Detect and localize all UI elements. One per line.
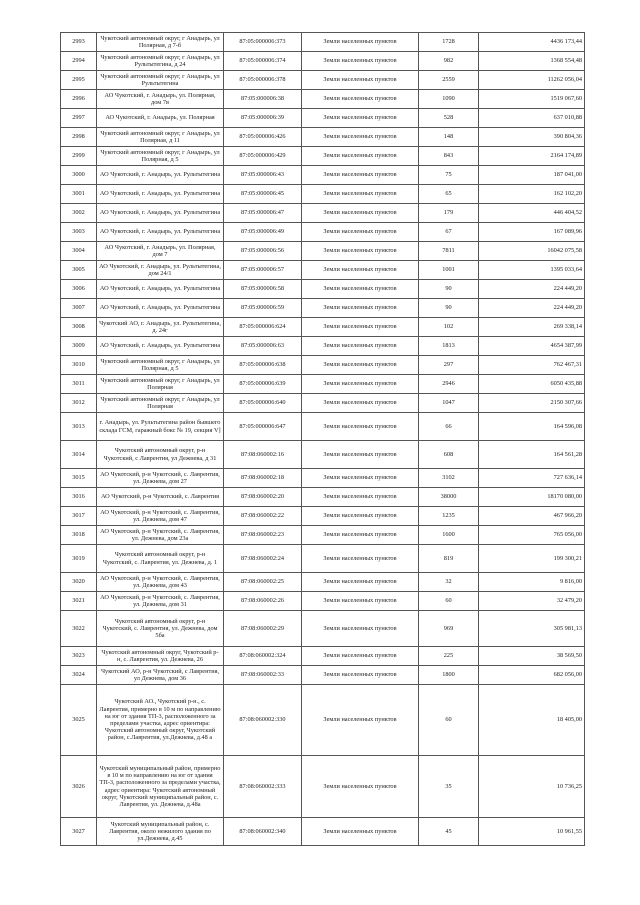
table-row [61, 337, 585, 356]
cadastral-value-cell: 199 300,21 [479, 545, 585, 573]
area-cell: 179 [419, 204, 479, 223]
cadastral-value-cell: 32 479,20 [479, 592, 585, 611]
cadastral-value-cell: 762 467,31 [479, 356, 585, 375]
table-row [61, 109, 585, 128]
row-number-cell: 3023 [61, 647, 97, 666]
cadastral-number-cell: 87:08:060002:324 [224, 647, 302, 666]
address-cell: Чукотский автономный округ, г Анадырь, ул Рультытегина, д 24 [97, 52, 224, 71]
land-category-cell: Земли населенных пунктов [302, 469, 419, 488]
cadastral-value-cell: 18 405,00 [479, 685, 585, 756]
address-cell: АО Чукотский, р-н Чукотский, с. Лаврентия, ул. Дежнева, дом 31 [97, 592, 224, 611]
table-row [61, 318, 585, 337]
land-category-cell: Земли населенных пунктов [302, 71, 419, 90]
address-cell: АО Чукотский, р-н Чукотский, с. Лаврентия, ул. Дежнева, дом 43 [97, 573, 224, 592]
cadastral-number-cell: 87:05:000006:43 [224, 166, 302, 185]
cadastral-number-cell: 87:08:060002:330 [224, 685, 302, 756]
land-category-cell: Земли населенных пунктов [302, 109, 419, 128]
land-category-cell: Земли населенных пунктов [302, 413, 419, 441]
address-cell: АО Чукотский, р-н Чукотский, с. Лаврентия, ул. Дежнева, дом 23а [97, 526, 224, 545]
area-cell: 90 [419, 299, 479, 318]
row-number-cell: 3000 [61, 166, 97, 185]
row-number-cell: 3020 [61, 573, 97, 592]
table-row [61, 90, 585, 109]
area-cell: 1235 [419, 507, 479, 526]
address-cell: Чукотский автономный округ, р-н Чукотский, с. Лаврентия, ул. Дежнева, дом 5ба [97, 611, 224, 647]
land-category-cell: Земли населенных пунктов [302, 507, 419, 526]
area-cell: 1047 [419, 394, 479, 413]
address-cell: АО Чукотский, г. Анадырь, ул. Рультытегина [97, 223, 224, 242]
table-row [61, 204, 585, 223]
area-cell: 2946 [419, 375, 479, 394]
cadastral-number-cell: 87:08:060002:24 [224, 545, 302, 573]
address-cell: Чукотский автономный округ, Чукотский р-н, с. Лаврентия, ул. Дежнева, 26 [97, 647, 224, 666]
cadastral-number-cell: 87:05:000006:373 [224, 33, 302, 52]
area-cell: 1090 [419, 90, 479, 109]
table-row [61, 147, 585, 166]
address-cell: АО Чукотский, г. Анадырь, ул. Полярная [97, 109, 224, 128]
land-category-cell: Земли населенных пунктов [302, 592, 419, 611]
cadastral-value-cell: 162 102,20 [479, 185, 585, 204]
area-cell: 3102 [419, 469, 479, 488]
cadastral-number-cell: 87:05:000006:57 [224, 261, 302, 280]
table-row [61, 507, 585, 526]
cadastral-value-cell: 727 636,14 [479, 469, 585, 488]
cadastral-value-cell: 167 089,96 [479, 223, 585, 242]
cadastral-value-cell: 16042 075,58 [479, 242, 585, 261]
cadastral-number-cell: 87:05:000006:426 [224, 128, 302, 147]
table-row [61, 469, 585, 488]
table-row [61, 818, 585, 846]
cadastral-value-cell: 305 981,13 [479, 611, 585, 647]
cadastral-number-cell: 87:08:060002:20 [224, 488, 302, 507]
cadastral-number-cell: 87:08:060002:22 [224, 507, 302, 526]
land-category-cell: Земли населенных пунктов [302, 242, 419, 261]
land-category-cell: Земли населенных пунктов [302, 52, 419, 71]
cadastral-value-cell: 10 961,55 [479, 818, 585, 846]
row-number-cell: 2995 [61, 71, 97, 90]
address-cell: Чукотский автономный округ, г Анадырь, ул Полярная [97, 375, 224, 394]
table-row [61, 647, 585, 666]
land-category-cell: Земли населенных пунктов [302, 666, 419, 685]
table-row [61, 52, 585, 71]
address-cell: АО Чукотский, р-н Чукотский, с. Лаврентия, ул. Дежнева, дом 27 [97, 469, 224, 488]
area-cell: 982 [419, 52, 479, 71]
address-cell: Чукотский АО, р-н Чукотский, с Лаврентия, ул Дежнева, дом 36 [97, 666, 224, 685]
cadastral-number-cell: 87:08:060002:33 [224, 666, 302, 685]
area-cell: 38000 [419, 488, 479, 507]
address-cell: АО Чукотский, г. Анадырь, ул. Рультытегина [97, 166, 224, 185]
address-cell: АО Чукотский, г. Анадырь, ул. Полярная, дом 7 [97, 242, 224, 261]
cadastral-value-cell: 6050 435,88 [479, 375, 585, 394]
row-number-cell: 3027 [61, 818, 97, 846]
cadastral-number-cell: 87:08:060002:26 [224, 592, 302, 611]
address-cell: Чукотский автономный округ, г Анадырь, ул Полярная, д 5 [97, 147, 224, 166]
area-cell: 65 [419, 185, 479, 204]
address-cell: Чукотский автономный округ, г Анадырь, ул Рультытегина [97, 71, 224, 90]
area-cell: 1600 [419, 526, 479, 545]
row-number-cell: 3008 [61, 318, 97, 337]
row-number-cell: 2993 [61, 33, 97, 52]
land-category-cell: Земли населенных пунктов [302, 223, 419, 242]
row-number-cell: 3026 [61, 756, 97, 818]
cadastral-number-cell: 87:05:000006:47 [224, 204, 302, 223]
cadastral-number-cell: 87:05:000006:63 [224, 337, 302, 356]
land-category-cell: Земли населенных пунктов [302, 441, 419, 469]
row-number-cell: 3021 [61, 592, 97, 611]
land-category-cell: Земли населенных пунктов [302, 756, 419, 818]
row-number-cell: 3024 [61, 666, 97, 685]
land-category-cell: Земли населенных пунктов [302, 166, 419, 185]
land-category-cell: Земли населенных пунктов [302, 299, 419, 318]
row-number-cell: 3007 [61, 299, 97, 318]
area-cell: 1728 [419, 33, 479, 52]
land-category-cell: Земли населенных пунктов [302, 90, 419, 109]
row-number-cell: 3012 [61, 394, 97, 413]
row-number-cell: 3005 [61, 261, 97, 280]
cadastral-value-cell: 187 041,00 [479, 166, 585, 185]
table-row [61, 299, 585, 318]
land-registry-table [60, 32, 585, 846]
land-category-cell: Земли населенных пунктов [302, 611, 419, 647]
row-number-cell: 2996 [61, 90, 97, 109]
area-cell: 102 [419, 318, 479, 337]
table-row [61, 666, 585, 685]
table-row [61, 441, 585, 469]
row-number-cell: 2994 [61, 52, 97, 71]
address-cell: Чукотский автономный округ, г Анадырь, ул Полярная, д 5 [97, 356, 224, 375]
cadastral-number-cell: 87:08:060002:16 [224, 441, 302, 469]
land-category-cell: Земли населенных пунктов [302, 375, 419, 394]
cadastral-value-cell: 2150 307,66 [479, 394, 585, 413]
row-number-cell: 3014 [61, 441, 97, 469]
address-cell: АО Чукотский, г. Анадырь, ул. Рультытегина [97, 185, 224, 204]
address-cell: АО Чукотский, г. Анадырь, ул. Рультытегина [97, 280, 224, 299]
row-number-cell: 2999 [61, 147, 97, 166]
address-cell: АО Чукотский, р-н Чукотский, с. Лаврентия, ул. Дежнева, дом 47 [97, 507, 224, 526]
cadastral-value-cell: 2164 174,89 [479, 147, 585, 166]
cadastral-number-cell: 87:05:000006:429 [224, 147, 302, 166]
row-number-cell: 3006 [61, 280, 97, 299]
table-row [61, 356, 585, 375]
table-row [61, 685, 585, 756]
land-category-cell: Земли населенных пунктов [302, 818, 419, 846]
land-category-cell: Земли населенных пунктов [302, 261, 419, 280]
row-number-cell: 3010 [61, 356, 97, 375]
cadastral-number-cell: 87:05:000006:640 [224, 394, 302, 413]
registry-table-body [61, 33, 585, 846]
land-category-cell: Земли населенных пунктов [302, 337, 419, 356]
address-cell: Чукотский автономный округ, г Анадырь, ул Полярная, д 7-б [97, 33, 224, 52]
area-cell: 67 [419, 223, 479, 242]
address-cell: АО Чукотский, г. Анадырь, ул. Рультытегина [97, 204, 224, 223]
row-number-cell: 3018 [61, 526, 97, 545]
table-row [61, 223, 585, 242]
area-cell: 1800 [419, 666, 479, 685]
table-row [61, 242, 585, 261]
address-cell: Чукотский АО., Чукотский р-н., с. Лаврентия, примерно в 10 м по направлению на юг от здания ТП-3, расположенного за пределами участка, адрес ориентира: Чукотский автономный округ, Чукотский район, с.Лаврентия, ул.Дежнева, д.48 а [97, 685, 224, 756]
cadastral-value-cell: 10 736,25 [479, 756, 585, 818]
cadastral-value-cell: 682 056,00 [479, 666, 585, 685]
address-cell: Чукотский автономный округ, р-н Чукотский, с Лаврентия, ул Дежнева, д 31 [97, 441, 224, 469]
cadastral-value-cell: 18170 080,00 [479, 488, 585, 507]
area-cell: 2559 [419, 71, 479, 90]
cadastral-value-cell: 4654 387,99 [479, 337, 585, 356]
cadastral-number-cell: 87:05:000006:45 [224, 185, 302, 204]
cadastral-number-cell: 87:08:060002:333 [224, 756, 302, 818]
row-number-cell: 3013 [61, 413, 97, 441]
land-category-cell: Земли населенных пунктов [302, 280, 419, 299]
table-row [61, 185, 585, 204]
row-number-cell: 3022 [61, 611, 97, 647]
table-row [61, 71, 585, 90]
area-cell: 7811 [419, 242, 479, 261]
table-row [61, 394, 585, 413]
cadastral-value-cell: 224 449,20 [479, 280, 585, 299]
area-cell: 297 [419, 356, 479, 375]
row-number-cell: 3017 [61, 507, 97, 526]
cadastral-value-cell: 765 056,00 [479, 526, 585, 545]
area-cell: 148 [419, 128, 479, 147]
address-cell: Чукотский автономный округ, г Анадырь, ул Полярная [97, 394, 224, 413]
land-category-cell: Земли населенных пунктов [302, 488, 419, 507]
cadastral-value-cell: 11262 056,04 [479, 71, 585, 90]
address-cell: АО Чукотский, г. Анадырь, ул. Рультытегина [97, 299, 224, 318]
cadastral-number-cell: 87:05:000006:56 [224, 242, 302, 261]
cadastral-value-cell: 4436 173,44 [479, 33, 585, 52]
address-cell: Чукотский автономный округ, г Анадырь, ул Полярная, д 11 [97, 128, 224, 147]
area-cell: 225 [419, 647, 479, 666]
cadastral-number-cell: 87:08:060002:18 [224, 469, 302, 488]
row-number-cell: 2997 [61, 109, 97, 128]
land-category-cell: Земли населенных пунктов [302, 147, 419, 166]
area-cell: 819 [419, 545, 479, 573]
cadastral-number-cell: 87:08:060002:340 [224, 818, 302, 846]
area-cell: 32 [419, 573, 479, 592]
table-row [61, 280, 585, 299]
land-category-cell: Земли населенных пунктов [302, 318, 419, 337]
area-cell: 90 [419, 280, 479, 299]
area-cell: 60 [419, 685, 479, 756]
table-row [61, 526, 585, 545]
land-category-cell: Земли населенных пунктов [302, 394, 419, 413]
table-row [61, 128, 585, 147]
row-number-cell: 3002 [61, 204, 97, 223]
land-category-cell: Земли населенных пунктов [302, 545, 419, 573]
area-cell: 35 [419, 756, 479, 818]
table-row [61, 488, 585, 507]
address-cell: г. Анадырь, ул. Рультытегина район бывшего склада ГСМ, гаражный бокс № 19, секция V] [97, 413, 224, 441]
row-number-cell: 3009 [61, 337, 97, 356]
land-category-cell: Земли населенных пунктов [302, 685, 419, 756]
cadastral-value-cell: 1368 554,48 [479, 52, 585, 71]
area-cell: 969 [419, 611, 479, 647]
cadastral-value-cell: 164 561,28 [479, 441, 585, 469]
row-number-cell: 3001 [61, 185, 97, 204]
cadastral-value-cell: 164 596,08 [479, 413, 585, 441]
land-category-cell: Земли населенных пунктов [302, 185, 419, 204]
address-cell: Чукотский муниципальный район, с. Лаврентия, около нежилого здания по ул.Дежнева, д.45 [97, 818, 224, 846]
cadastral-value-cell: 38 569,50 [479, 647, 585, 666]
address-cell: АО Чукотский, г. Анадырь, ул. Рультытегина, дом 24/1 [97, 261, 224, 280]
cadastral-number-cell: 87:05:000006:638 [224, 356, 302, 375]
cadastral-number-cell: 87:05:000006:49 [224, 223, 302, 242]
cadastral-number-cell: 87:08:060002:25 [224, 573, 302, 592]
area-cell: 1001 [419, 261, 479, 280]
cadastral-number-cell: 87:05:000006:58 [224, 280, 302, 299]
table-row [61, 573, 585, 592]
table-row [61, 545, 585, 573]
cadastral-value-cell: 224 449,20 [479, 299, 585, 318]
table-row [61, 592, 585, 611]
cadastral-value-cell: 9 816,00 [479, 573, 585, 592]
row-number-cell: 2998 [61, 128, 97, 147]
area-cell: 45 [419, 818, 479, 846]
cadastral-number-cell: 87:05:000006:59 [224, 299, 302, 318]
table-row [61, 756, 585, 818]
cadastral-value-cell: 446 404,52 [479, 204, 585, 223]
address-cell: АО Чукотский, г. Анадырь, ул. Рультытегина [97, 337, 224, 356]
address-cell: АО Чукотский, г. Анадырь, ул. Полярная, дом 7в [97, 90, 224, 109]
address-cell: АО Чукотский, р-н Чукотский, с. Лаврентия [97, 488, 224, 507]
address-cell: Чукотский муниципальный район, примерно в 10 м по направлению на юг от здания ТП-3, расположенного за пределами участка, адрес ориентира: Чукотский автономный округ, Чукотский муниципальный район, с. Лаврентия, ул. Дежнева, д.48а [97, 756, 224, 818]
area-cell: 608 [419, 441, 479, 469]
land-category-cell: Земли населенных пунктов [302, 573, 419, 592]
area-cell: 66 [419, 413, 479, 441]
land-category-cell: Земли населенных пунктов [302, 356, 419, 375]
land-category-cell: Земли населенных пунктов [302, 128, 419, 147]
cadastral-value-cell: 637 010,88 [479, 109, 585, 128]
cadastral-number-cell: 87:05:000006:647 [224, 413, 302, 441]
table-row [61, 33, 585, 52]
area-cell: 60 [419, 592, 479, 611]
cadastral-value-cell: 269 338,14 [479, 318, 585, 337]
land-category-cell: Земли населенных пунктов [302, 33, 419, 52]
land-category-cell: Земли населенных пунктов [302, 647, 419, 666]
cadastral-number-cell: 87:05:000006:39 [224, 109, 302, 128]
area-cell: 843 [419, 147, 479, 166]
cadastral-number-cell: 87:05:000006:639 [224, 375, 302, 394]
area-cell: 1813 [419, 337, 479, 356]
address-cell: Чукотский автономный округ, р-н Чукотский, с. Лаврентия, ул. Дежнева, д. 1 [97, 545, 224, 573]
table-row [61, 166, 585, 185]
cadastral-value-cell: 1395 033,64 [479, 261, 585, 280]
cadastral-number-cell: 87:05:000006:624 [224, 318, 302, 337]
row-number-cell: 3025 [61, 685, 97, 756]
row-number-cell: 3004 [61, 242, 97, 261]
row-number-cell: 3011 [61, 375, 97, 394]
row-number-cell: 3016 [61, 488, 97, 507]
land-category-cell: Земли населенных пунктов [302, 204, 419, 223]
row-number-cell: 3003 [61, 223, 97, 242]
address-cell: Чукотский АО, г. Анадырь, ул. Рультытегина, д. 24г [97, 318, 224, 337]
row-number-cell: 3015 [61, 469, 97, 488]
cadastral-value-cell: 1519 067,60 [479, 90, 585, 109]
area-cell: 528 [419, 109, 479, 128]
table-row [61, 413, 585, 441]
cadastral-value-cell: 390 804,36 [479, 128, 585, 147]
cadastral-number-cell: 87:05:000006:38 [224, 90, 302, 109]
cadastral-value-cell: 467 966,20 [479, 507, 585, 526]
cadastral-number-cell: 87:08:060002:29 [224, 611, 302, 647]
row-number-cell: 3019 [61, 545, 97, 573]
area-cell: 75 [419, 166, 479, 185]
cadastral-number-cell: 87:05:000006:374 [224, 52, 302, 71]
land-category-cell: Земли населенных пунктов [302, 526, 419, 545]
cadastral-number-cell: 87:08:060002:23 [224, 526, 302, 545]
table-row [61, 611, 585, 647]
table-row [61, 261, 585, 280]
table-row [61, 375, 585, 394]
cadastral-number-cell: 87:05:000006:378 [224, 71, 302, 90]
